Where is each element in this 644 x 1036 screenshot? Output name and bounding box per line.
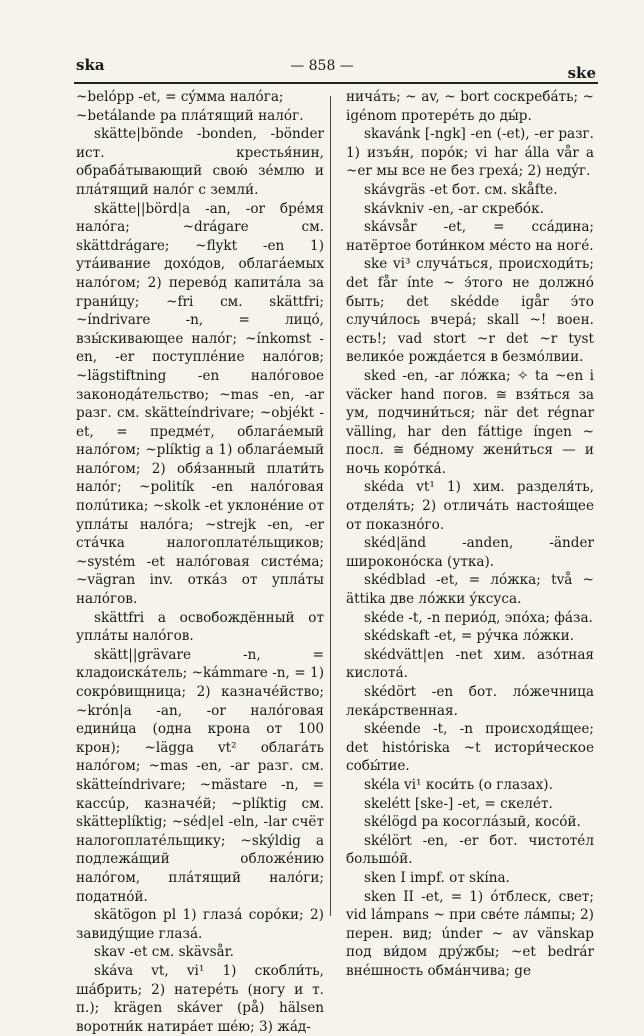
dictionary-entry: ~betálande pa плáтящий налóг. <box>76 107 304 124</box>
dictionary-entry: skédvätt|en -net хим. азóтная кислотá. <box>346 646 594 682</box>
dictionary-entry: skätt||grävare -n, = кладоискáтель; ~kámmare -n, = 1) сокрóвищница; 2) казначéйство; ~krón|a -an, -or налóговая едини́ца (одна крона от 100 крон); ~lägga vt² облагáть налóгом; ~mas -en, -ar разг. см. skätteíndrivare; ~mästare -n, = кассúр, казначéй; ~plíktig см. skätteplíktig; ~séd|el -eln, -lar счёт налогоплатéльщику; ~skýldig a подлежáщий обложéнию налóгом, плáтящий налóги; податнóй. <box>76 646 324 905</box>
dictionary-entry: skätte||börd|a -an, -or брéмя налóга; ~drágare см. skättdrágare; ~flykt -en 1) утáивание дохóдов, облагáемых налóгом; 2) перевóд капитáла за грани́цу; ~fri см. skättfri; ~índrivare -n, = лицó, взы́скивающее налóг; ~ínkomst -en, -er поступлéние налóгов; ~lägstiftning -en налóговое законодáтельство; ~mas -en, -ar разг. см. skätteíndrivare; ~objékt -et, = предмéт, облагáемый налóгом; ~plíktig a 1) облагáемый налóгом; 2) обя́занный плати́ть налóг; ~politík -en налóговая полúтика; ~skolk -et уклонéние от уплáты налóга; ~strejk -en, -er стáчка налогоплатéльщиков; ~systém -et налóговая систéма; ~vägran inv. откáз от уплáты налóгов. <box>76 200 324 608</box>
dictionary-entry: skavánk [-ngk] -en (-et), -er разг. 1) изъя́н, порóк; vi har álla vår a ~er мы все не без грехá; 2) недýг. <box>346 126 594 180</box>
dictionary-entry: ~belópp -et, = сýмма налóга; <box>76 89 284 105</box>
column-divider <box>330 96 331 916</box>
right-column <box>346 88 594 981</box>
dictionary-entry: skélögd pa косоглáзый, косóй. <box>364 814 581 831</box>
right-guide-word: ske <box>567 64 596 82</box>
dictionary-entry: skédskaft -et, = рýчка лóжки. <box>364 628 575 645</box>
dictionary-entry: skáva vt, vi¹ 1) скобли́ть, шáбрить; 2) натерéть (ногу и т. п.); krägen skáver (på) hälsen воротни́к натирáет шéю; 3) жáд- <box>76 962 324 1035</box>
dictionary-entry: skéda vt¹ 1) хим. разделя́ть, отделя́ть; 2) отличáть настоя́щее от показнóго. <box>346 479 594 533</box>
page-number: — 858 — <box>290 58 354 74</box>
dictionary-entry: skättfri a освобождённый от уплáты налóгов. <box>76 609 324 645</box>
dictionary-entry: skätte|bönde -bonden, -bönder ист. крестья́нин, обрабáтывающий свою́ зéмлю и плáтящий налóг с земли́. <box>76 126 324 198</box>
dictionary-entry: skav -et см. skävsår. <box>94 944 234 961</box>
dictionary-entry: skávkniv -en, -ar скребóк. <box>364 200 544 217</box>
dictionary-entry: skéde -t, -n периóд, эпóха; фáза. <box>364 609 593 626</box>
dictionary-entry: sked -en, -ar лóжка; ✧ ta ~en i väcker hand погов. ≅ взя́ться за ум, подчини́ться; när det régnar välling, har den fáttige íngen ~ посл. ≅ бéдному жени́ться — и ночь корóткá. <box>346 367 594 477</box>
dictionary-entry: sken II -et, = 1) óтблеск, свет; vid lámpans ~ при свéте лáмпы; 2) перен. вид; únder ~ av vänskap под ви́дом дрýжбы; ~et bedrár внéшность обмáнчива; ge <box>346 888 594 979</box>
dictionary-entry: skédblad -et, = лóжка; två ~ ättika две лóжки ýксуса. <box>346 572 594 608</box>
dictionary-entry: skéd|änd -anden, -änder широконóска (утка). <box>346 535 594 570</box>
left-guide-word: ska <box>76 56 105 74</box>
dictionary-entry: sken I impf. от skína. <box>364 869 510 886</box>
dictionary-entry: ske vi³ случáться, происходи́ть; det får ínte ~ э́того не должнó быть; det skédde igår э́то случи́лось вчерá; skall ~! воен. есть!; vad stort ~r det ~r tyst великóе рождáется в безмóлвии. <box>346 256 594 366</box>
dictionary-entry: skávgräs -et бот. см. skåfte. <box>364 181 558 198</box>
dictionary-entry: skéende -t, -n происходя́щее; det históriska ~t истори́ческое собы́тие. <box>346 721 594 775</box>
dictionary-entry: skélört -en, -er бот. чистотéл большóй. <box>346 832 594 868</box>
dictionary-entry: ничáть; ~ av, ~ bort соскребáть; ~ igénom протерéть до ды́р. <box>346 89 594 124</box>
header-rule <box>74 82 598 84</box>
dictionary-entry: skávsår -et, = ссáдина; натёртое боти́нком мéсто на ногé. <box>346 219 594 254</box>
dictionary-entry: skédört -en бот. лóжечница лекáрственная. <box>346 684 594 719</box>
left-column <box>76 88 324 1036</box>
dictionary-entry: skätögon pl 1) глазá сорóки; 2) завиду́щие глазá. <box>76 907 324 942</box>
dictionary-entry: skéla vi¹ коси́ть (о глазах). <box>364 776 553 793</box>
dictionary-entry: skelétt [ske-] -et, = скелéт. <box>364 795 553 812</box>
